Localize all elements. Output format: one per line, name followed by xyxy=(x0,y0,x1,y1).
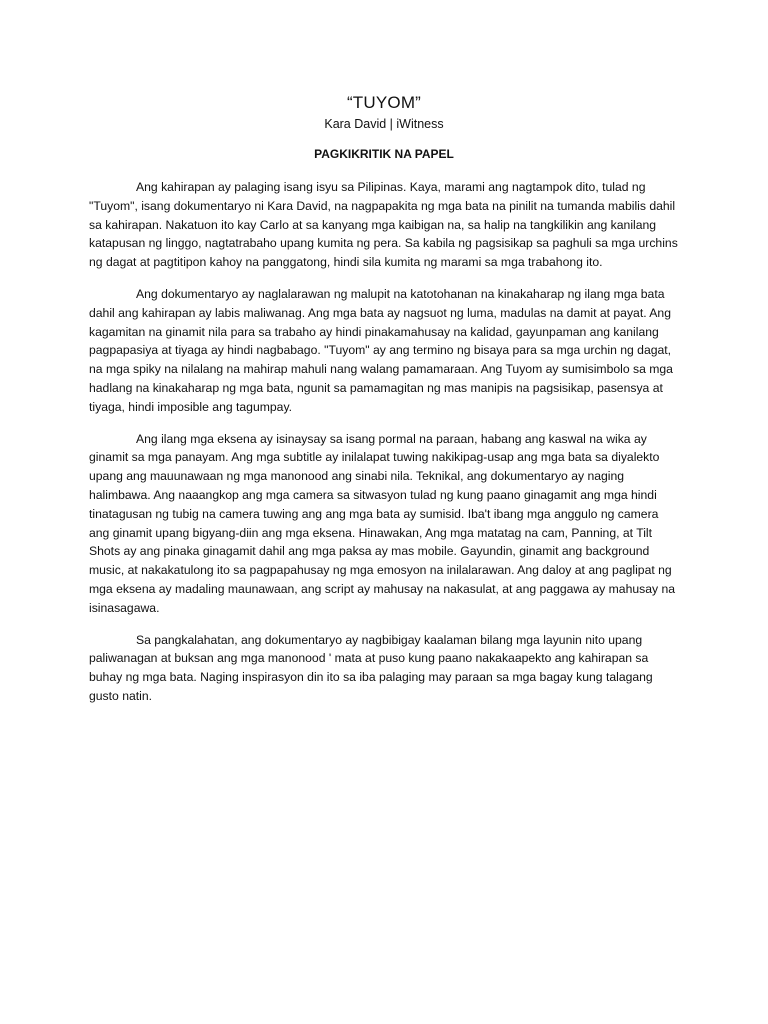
document-title: “TUYOM” xyxy=(346,93,422,112)
paragraph-3: Ang ilang mga eksena ay isinaysay sa isang pormal na paraan, habang ang kaswal na wika ay ginamit sa mga panayam. Ang mga subtitle ay inilalapat tuwing nakikipag-usap ang mga bata sa diyalekto upang ang mauunawaan ng mga manonood ang sinabi nila. Teknikal, ang dokumentaryo ay naging halimbawa. Ang naaangkop ang mga camera sa sitwasyon tulad ng kung paano ginagamit ang mga hindi tinatagusan ng tubig na camera tuwing ang ang mga bata ay sumisid. Iba't ibang mga anggulo ng camera ang ginamit upang bigyang-diin ang mga eksena. Hinawakan, Ang mga matatag na cam, Panning, at Tilt Shots ay ang pinaka ginagamit dahil ang mga paksa ay mas mobile. Gayundin, ginamit ang background music, at nakakatulong ito sa pagpapahusay ng mga emosyon na inilalarawan. Ang daloy at ang paglipat ng mga eksena ay madaling maunawaan, ang script ay mahusay na nakasulat, at ang paggawa ay mahusay na isinasagawa. xyxy=(89,431,676,615)
paragraph-4: Sa pangkalahatan, ang dokumentaryo ay nagbibigay kaalaman bilang mga layunin nito upang paliwanagan at buksan ang mga manonood ' mata at puso kung paano nakakaapekto ang kahirapan sa buhay ng mga bata. Naging inspirasyon din ito sa iba palaging may paraan sa mga bagay kung talagang gusto natin. xyxy=(89,632,653,703)
document-body xyxy=(89,178,679,719)
paragraph-1: Ang kahirapan ay palaging isang isyu sa Pilipinas. Kaya, marami ang nagtampok dito, tulad ng "Tuyom", isang dokumentaryo ni Kara David, na nagpapakita ng mga bata na pinilit na tumanda mabilis dahil sa kahirapan. Nakatuon ito kay Carlo at sa kanyang mga kaibigan na, sa halip na tangkilikin ang kanilang katapusan ng linggo, nagtatrabaho upang kumita ng pera. Sa kabila ng pagsisikap sa paghuli sa mga urchins ng dagat at pagtitipon kahoy na panggatong, hindi sila kumita ng marami sa mga trabahong ito. xyxy=(89,180,678,270)
document-heading: PAGKIKRITIK NA PAPEL xyxy=(314,147,454,161)
document-byline: Kara David | iWitness xyxy=(324,117,444,131)
paragraph-2: Ang dokumentaryo ay naglalarawan ng malupit na katotohanan na kinakaharap ng ilang mga bata dahil ang kahirapan ay labis maliwanag. Ang mga bata ay nagsuot ng luma, madulas na damit at payat. Ang kagamitan na ginamit nila para sa trabaho ay hindi pinakamahusay na kalidad, gayunpaman ang kanilang pagpapasiya at tiyaga ay hindi nagbabago. "Tuyom" ay ang termino ng bisaya para sa mga urchin ng dagat, na mga spiky na nilalang na mahirap mahuli nang walang pamamaraan. Ang Tuyom ay sumisimbolo sa mga hadlang na kinakaharap ng mga bata, ngunit sa pamamagitan ng mas manipis na pagsisikap, pasensya at tiyaga, hindi imposible ang tagumpay. xyxy=(89,286,673,414)
